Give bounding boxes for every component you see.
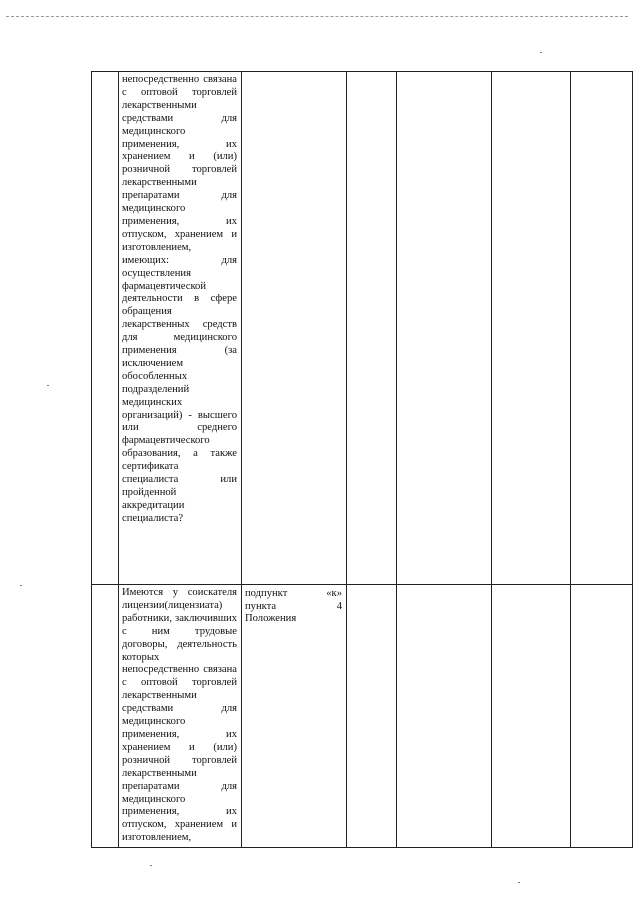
note-cell <box>571 585 633 848</box>
question-cell <box>119 72 242 585</box>
answer-no-cell <box>397 585 492 848</box>
table-row <box>92 585 633 848</box>
scan-speck <box>47 385 49 386</box>
row-number-cell <box>92 72 119 585</box>
answer-yes-cell <box>347 72 397 585</box>
legal-reference <box>242 585 346 628</box>
reference-word: подпункт <box>245 588 288 599</box>
scan-speck <box>518 882 520 883</box>
question-text: Имеются у соискателя лицензии(лицензиата) работники, заключивших с ним трудовые договоры, деятельность которых непосредственно связана с оптовой торговлей лекарственными средствами для медицинского применения, их хранением и (или) розничной торговлей лекарственными препаратами для медицинского применения, их отпуском, хранением и изготовлением, <box>122 587 237 844</box>
inspection-checklist-table <box>91 71 633 848</box>
scan-speck <box>20 585 22 586</box>
reference-line <box>245 588 342 601</box>
question-text: непосредственно связана с оптовой торговлей лекарственными средствами для медицинского применения, их хранением и (или) розничной торговлей лекарственными препаратами для медицинского применения, их отпуском, хранением и изготовлением, имеющих: для осуществления фармацевтической деятельности в сфере обращения лекарственных средств для медицинского применения (за исключением обособленных подразделений медицинских организаций) - высшего или среднего фармацевтического образования, а также сертификата специалиста или пройденной аккредитации специалиста? <box>122 74 237 524</box>
legal-reference-cell <box>242 72 347 585</box>
scan-speck <box>150 865 152 866</box>
reference-word: Положения <box>245 613 297 625</box>
reference-word: пункта <box>245 600 277 612</box>
answer-not-applicable-cell <box>492 585 571 848</box>
answer-yes-cell <box>347 585 397 848</box>
scan-speck <box>540 52 542 53</box>
answer-no-cell <box>397 72 492 585</box>
reference-value: 4 <box>336 600 342 612</box>
reference-line <box>245 601 342 614</box>
note-cell <box>571 72 633 585</box>
reference-value: «к» <box>326 588 342 599</box>
scan-top-dashed-line <box>6 16 628 17</box>
row-number-cell <box>92 585 119 848</box>
question-cell <box>119 585 242 848</box>
answer-not-applicable-cell <box>492 72 571 585</box>
reference-line <box>245 613 342 626</box>
table-row <box>92 72 633 585</box>
legal-reference-cell <box>242 585 347 848</box>
